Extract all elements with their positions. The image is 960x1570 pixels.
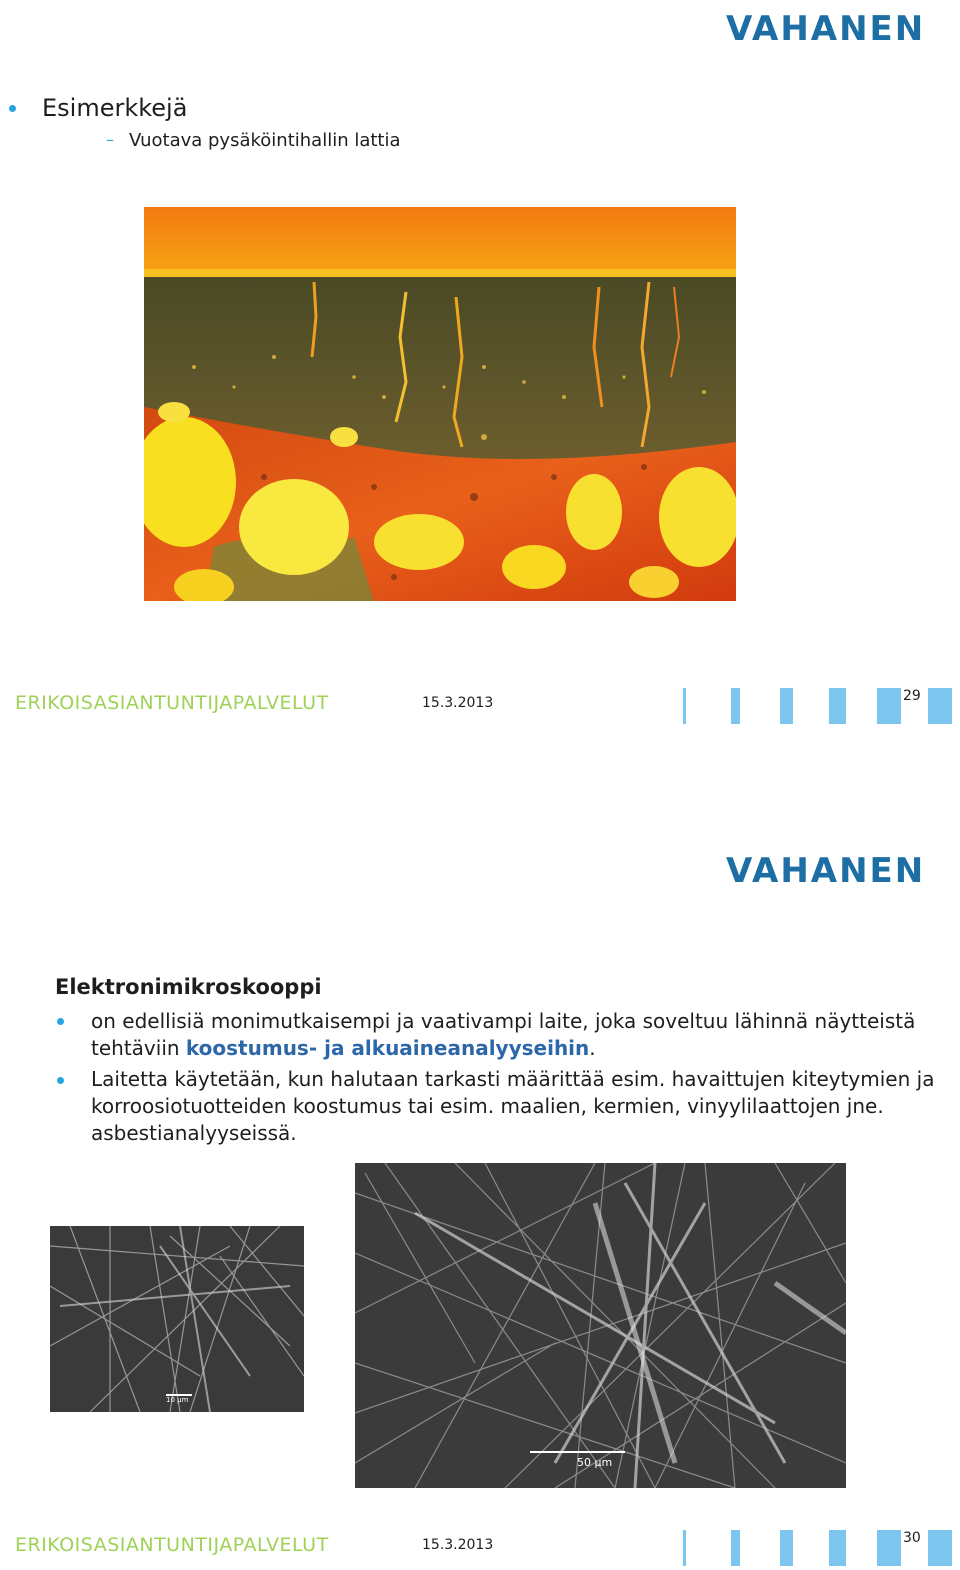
page-number: 30 <box>903 1530 921 1546</box>
slide-heading: Elektronimikroskooppi <box>55 975 322 999</box>
slide-30 <box>0 785 960 1570</box>
bullet-text-2: Laitetta käytetään, kun halutaan tarkasti määrittää esim. havaittujen kiteytymien ja korroosiotuotteiden koostumus tai esim. maalien, kermien, vinyylilaattojen jne. asbestianalyyseissä. <box>91 1067 935 1145</box>
scale-label-small: 10 μm <box>166 1396 189 1404</box>
dash-bullet-icon: – <box>106 130 114 149</box>
footer-brand: ERIKOISASIANTUNTIJAPALVELUT <box>15 692 329 714</box>
vahanen-logo: VAHANEN <box>726 851 926 891</box>
sem-fibers-small-image <box>50 1226 304 1412</box>
footer-date: 15.3.2013 <box>422 1537 494 1553</box>
bullet-dot-icon <box>9 105 16 112</box>
footer-brand: ERIKOISASIANTUNTIJAPALVELUT <box>15 1534 329 1556</box>
vahanen-logo: VAHANEN <box>726 9 926 49</box>
bullet-dot-icon <box>57 1077 64 1084</box>
bullet-text-1 <box>91 1008 951 1062</box>
bullet-text-1-plain: on edellisiä monimutkaisempi ja vaativampi laite, joka soveltuu lähinnä näytteistä tehtäviin <box>91 1009 916 1060</box>
sem-fibers-large-image <box>355 1163 846 1488</box>
bullet-dot-icon <box>57 1018 64 1025</box>
slide-bullet-title: Esimerkkejä <box>42 94 188 122</box>
page-number: 29 <box>903 688 921 704</box>
scale-label-large: 50 μm <box>577 1456 613 1469</box>
footer-date: 15.3.2013 <box>422 695 494 711</box>
slide-sub-bullet: Vuotava pysäköintihallin lattia <box>129 130 401 151</box>
bullet-text-1-end: . <box>589 1036 596 1060</box>
concrete-micrograph-image <box>144 207 736 601</box>
highlight-text: koostumus- ja alkuaineanalyyseihin <box>185 1036 590 1060</box>
